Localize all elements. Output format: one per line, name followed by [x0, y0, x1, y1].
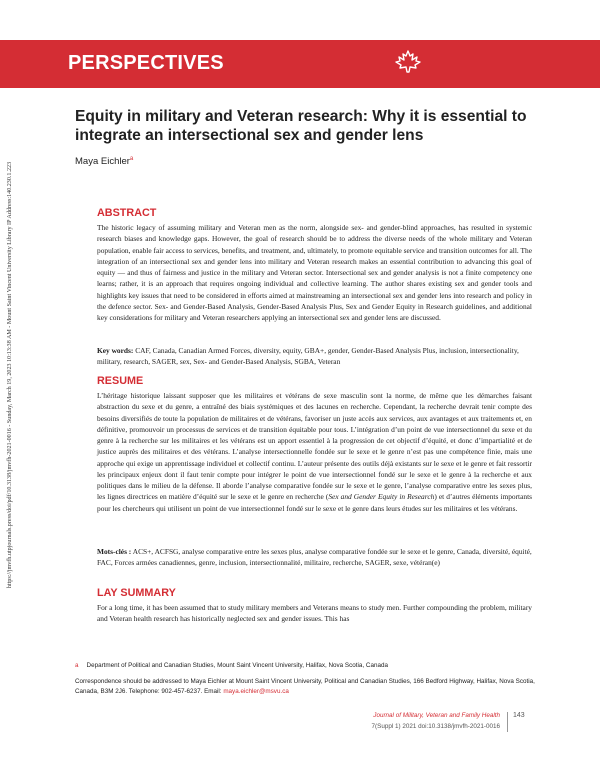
- affiliation-marker: a: [129, 156, 134, 162]
- resume-text-italic: Sex and Gender Equity in Research: [328, 492, 435, 502]
- lay-summary-heading: LAY SUMMARY: [97, 587, 176, 599]
- section-label: PERSPECTIVES: [68, 52, 224, 74]
- correspondence-text: Correspondence should be addressed to Maya Eichler at Mount Saint Vincent University, Political and Canadian Studies, 166 Bedford Highway, Halifax, Nova Scotia, Canada, B3M 2J6. Telephone: 902-457-6237. Email:: [75, 678, 535, 696]
- footnote-marker: a: [75, 662, 79, 669]
- mots-cles-list: ACS+, ACFSG, analyse comparative entre les sexes plus, analyse comparative fondée sur le sexe et le genre, Canada, diversité, équité, FAC, Forces armées canadiennes, genre, inclusion, intersectionnalité, militaire, recherche, SAGER, sexe, vétéran(e): [97, 547, 532, 568]
- footnotes: [75, 661, 535, 697]
- resume-text-part1: L’héritage historique laissant supposer que les militaires et vétérans de sexe masculin sont la norme, de même que les démarches faisant abstraction du sexe et du genre, a entraîné des biais systémiques et des lacunes en recherche. Cependant, la recherche devrait tenir compte des besoins diversifiés de toute la population de militaires et de vétérans, favoriser un juste accès aux services, aux avantages et aux traitements et, en définitive, promouvoir un processus de services et de transition équitable pour tous. L’intégration d’un point de vue intersectionnel du sexe et du genre à la recherche sur les militaires et les vétérans est un apport essentiel à la progression de cet objectif d’équité, et donc d’impartialité et de justice auprès des militaires et des vétérans. L’analyse intersectionnelle fondée sur le sexe et le genre n’est pas une compétence finie, mais une approche qui exige un apprentissage individuel et collectif continu. L’auteur présente des outils déjà existants sur le sexe et le genre et fait ressortir les principaux enjeux dont il faut tenir compte pour intégrer le point de vue intersectionnel fondé sur le sexe et le genre à la recherche et aux politiques dans le milieu de la défense. Il aborde l’analyse comparative fondée sur le sexe et le genre, l’analyse comparative entre les sexes plus, les lignes directrices en matière d’équité sur le sexe et le genre en recherche (: [97, 391, 532, 502]
- abstract-keywords: [97, 345, 532, 368]
- author-name: Maya Eichler: [75, 156, 130, 168]
- correspondence-footnote: [75, 677, 535, 697]
- download-note: https://jmvfh.utpjournals.press/doi/pdf/10.3138/jmvfh-2021-0016 - Sunday, March 19, 2023 10:13:38 AM - Mount Saint Vincent University Library IP Address:140.230.1.223: [7, 161, 13, 589]
- issue-doi: 7(Suppl 1) 2021 doi:10.3138/jmvfh-2021-0016: [371, 723, 500, 730]
- download-watermark: [0, 0, 22, 765]
- author-line: [75, 156, 133, 167]
- maple-leaf-icon: [395, 50, 421, 74]
- abstract-heading: ABSTRACT: [97, 207, 157, 219]
- resume-text: [97, 390, 532, 514]
- abstract-text: The historic legacy of assuming military and Veteran men as the norm, alongside sex- and gender-blind approaches, has resulted in systemic research biases and knowledge gaps. However, the goal of research should be to address the diverse needs of the whole military and Veteran population, enable fair access to services, benefits, and treatment, and, ultimately, to promote equitable service and transition outcomes for all. The integration of an intersectional sex and gender lens into military and Veteran research makes an essential contribution to advancing this goal of equity — and thus of fairness and justice in the military and Veteran sector. Intersectional sex and gender analysis is not a finite competency one learns; rather, it is an approach that requires ongoing individual and collective learning. The author shares existing sex and gender tools and highlights key issues that need to be considered in efforts aimed at mainstreaming an intersectional sex and gender lens into research and policy in the defence sector. Sex- and Gender-Based Analysis, Gender-Based Analysis Plus, Sex and Gender Equity in Research guidelines, and additional key considerations for military and Veteran researchers applying an intersectional sex and gender lens are discussed.: [97, 223, 532, 322]
- resume-keywords: [97, 546, 532, 569]
- affiliation-footnote: [75, 661, 535, 671]
- journal-name: Journal of Military, Veteran and Family Health: [373, 712, 500, 719]
- resume-heading: RESUME: [97, 375, 144, 387]
- keywords-label: Key words:: [97, 346, 134, 355]
- resume-text-part2: ) et d’autres éléments importants pour les chercheurs qui utilisent un point de vue intersectionnel fondé sur le sexe et le genre dans leurs études sur les militaires et les vétérans.: [97, 492, 532, 513]
- affiliation-text: Department of Political and Canadian Studies, Mount Saint Vincent University, Halifax, Nova Scotia, Canada: [86, 662, 388, 669]
- mots-cles-label: Mots-clés :: [97, 547, 132, 556]
- page-number: 143: [513, 712, 525, 719]
- footer-divider: [507, 712, 508, 732]
- article-title: Equity in military and Veteran research: Why it is essential to integrate an intersectional sex and gender lens: [75, 108, 527, 144]
- email-link[interactable]: maya.eichler@msvu.ca: [223, 688, 289, 696]
- keywords-list: CAF, Canada, Canadian Armed Forces, diversity, equity, GBA+, gender, Gender-Based Analysis Plus, inclusion, intersectionality, military, research, SAGER, sex, Sex- and Gender-Based Analysis, SGBA, Veteran: [97, 346, 519, 367]
- lay-summary-text: For a long time, it has been assumed that to study military members and Veterans means to study men. Further compounding the problem, military and Veteran health research has historically neglected sex and gender issues. This has: [97, 603, 532, 624]
